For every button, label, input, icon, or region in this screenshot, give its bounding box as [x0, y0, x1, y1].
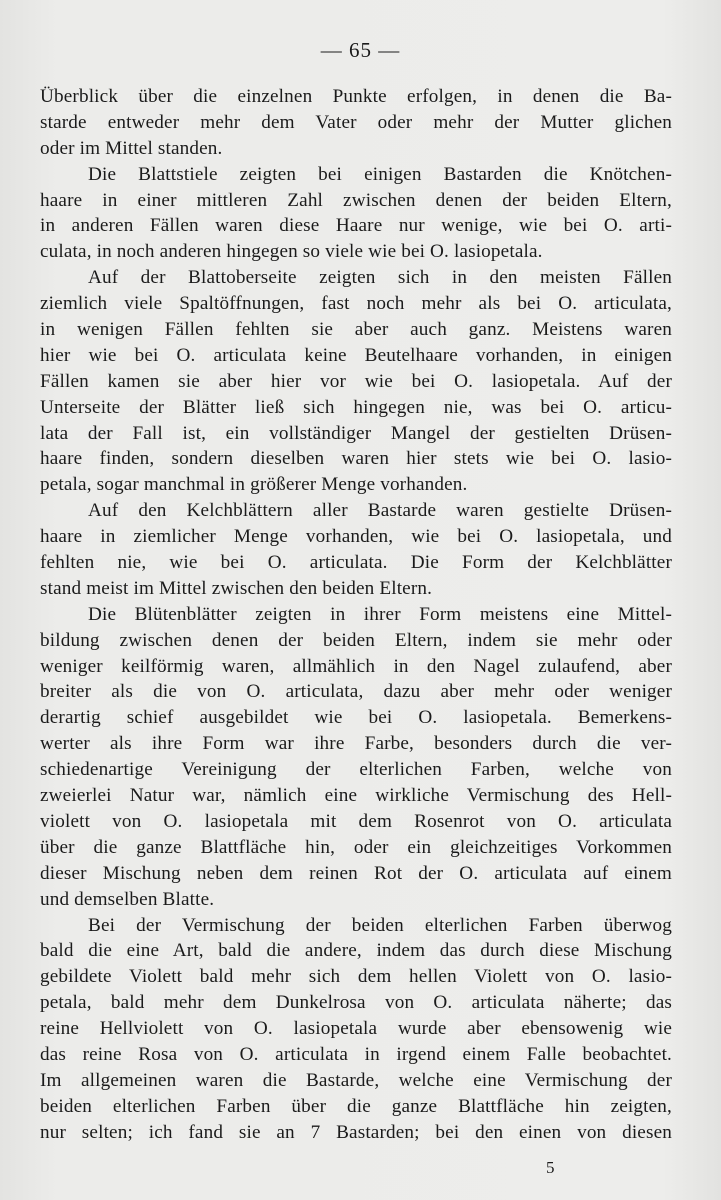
text-line: gebildete Violett bald mehr sich dem hellen Violett von O. lasio- [40, 966, 672, 988]
text-line: Überblick über die einzelnen Punkte erfolgen, in denen die Ba- [40, 86, 672, 107]
text-line: Auf den Kelchblättern aller Bastarde waren gestielte Drüsen- [88, 500, 672, 522]
text-line: zweierlei Natur war, nämlich eine wirkliche Vermischung des Hell- [40, 785, 672, 807]
text-line: Die Blattstiele zeigten bei einigen Bastarden die Knötchen- [88, 163, 672, 185]
text-line: stand meist im Mittel zwischen den beiden Eltern. [40, 577, 433, 599]
text-line: weniger keilförmig waren, allmählich in den Nagel zulaufend, aber [40, 655, 672, 677]
text-line: oder im Mittel standen. [40, 137, 223, 159]
text-line: Auf der Blattoberseite zeigten sich in den meisten Fällen [88, 267, 672, 289]
text-line: und demselben Blatte. [40, 888, 215, 910]
text-line: Im allgemeinen waren die Bastarde, welche eine Vermischung der [40, 1069, 672, 1091]
text-line: derartig schief ausgebildet wie bei O. lasiopetala. Bemerkens- [40, 707, 672, 729]
text-line: Die Blütenblätter zeigten in ihrer Form meistens eine Mittel- [88, 603, 672, 625]
text-line: in anderen Fällen waren diese Haare nur wenige, wie bei O. arti- [40, 215, 672, 237]
text-line: starde entweder mehr dem Vater oder mehr der Mutter glichen [40, 111, 672, 133]
text-line: werter als ihre Form war ihre Farbe, besonders durch die ver- [40, 733, 672, 755]
text-line: culata, in noch anderen hingegen so viele wie bei O. lasiopetala. [40, 241, 543, 263]
text-line: ziemlich viele Spaltöffnungen, fast noch mehr als bei O. articulata, [40, 293, 672, 315]
body-text [40, 84, 672, 1146]
text-line: petala, sogar manchmal in größerer Menge vorhanden. [40, 474, 468, 496]
text-line: Bei der Vermischung der beiden elterlichen Farben überwog [88, 914, 672, 936]
text-line: breiter als die von O. articulata, dazu aber mehr oder weniger [40, 681, 672, 703]
text-line: haare finden, sondern dieselben waren hier stets wie bei O. lasio- [40, 448, 672, 470]
text-line: Unterseite der Blätter ließ sich hingegen nie, was bei O. articu- [40, 396, 672, 418]
text-line: nur selten; ich fand sie an 7 Bastarden; bei den einen von diesen [40, 1121, 672, 1143]
text-line: reine Hellviolett von O. lasiopetala wurde aber ebensowenig wie [40, 1018, 672, 1040]
text-line: bald die eine Art, bald die andere, indem das durch diese Mischung [40, 940, 672, 962]
text-line: über die ganze Blattfläche hin, oder ein gleichzeitiges Vorkommen [40, 836, 672, 858]
signature-mark: 5 [546, 1158, 555, 1177]
text-line: haare in einer mittleren Zahl zwischen denen der beiden Eltern, [40, 189, 672, 211]
text-line: das reine Rosa von O. articulata in irgend einem Falle beobachtet. [40, 1043, 672, 1065]
text-line: lata der Fall ist, ein vollständiger Mangel der gestielten Drüsen- [40, 422, 672, 444]
text-line: schiedenartige Vereinigung der elterlichen Farben, welche von [40, 759, 672, 781]
text-line: hier wie bei O. articulata keine Beutelhaare vorhanden, in einigen [40, 344, 672, 366]
text-line: in wenigen Fällen fehlten sie aber auch ganz. Meistens waren [40, 319, 672, 341]
text-line: petala, bald mehr dem Dunkelrosa von O. articulata näherte; das [40, 992, 672, 1014]
page-number: — 65 — [320, 38, 401, 62]
text-line: fehlten nie, wie bei O. articulata. Die Form der Kelchblätter [40, 552, 672, 574]
text-line: beiden elterlichen Farben über die ganze Blattfläche hin zeigten, [40, 1095, 672, 1117]
text-line: Fällen kamen sie aber hier vor wie bei O. lasiopetala. Auf der [40, 370, 672, 392]
text-line: haare in ziemlicher Menge vorhanden, wie bei O. lasiopetala, und [40, 526, 672, 548]
text-line: violett von O. lasiopetala mit dem Rosenrot von O. articulata [40, 810, 672, 832]
text-line: bildung zwischen denen der beiden Eltern, indem sie mehr oder [40, 629, 672, 651]
text-line: dieser Mischung neben dem reinen Rot der O. articulata auf einem [40, 862, 672, 884]
